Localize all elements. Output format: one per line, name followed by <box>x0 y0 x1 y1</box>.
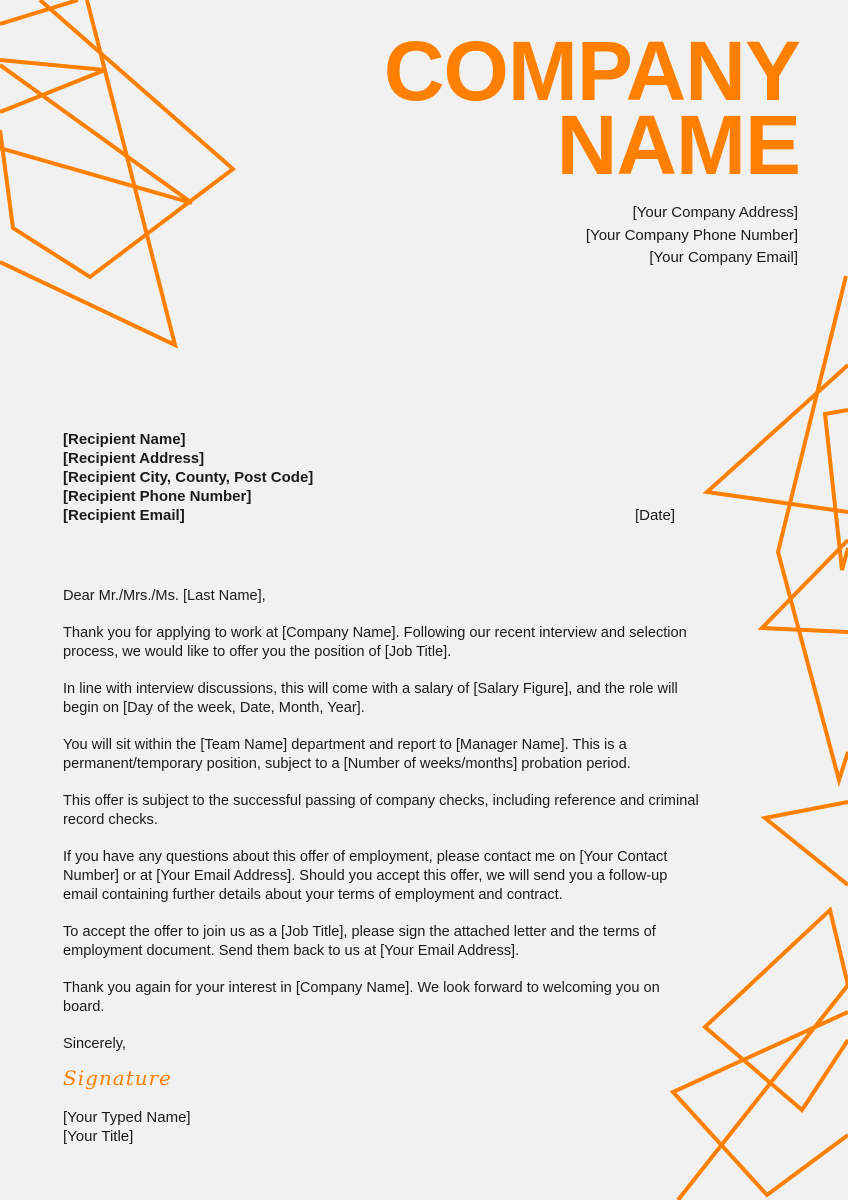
deco-line <box>0 60 105 112</box>
deco-line <box>0 148 192 203</box>
deco-line <box>0 65 192 203</box>
deco-line <box>705 910 848 1110</box>
letter-date: [Date] <box>634 507 675 524</box>
deco-line <box>765 802 848 885</box>
recipient-phone: [Recipient Phone Number] <box>63 488 252 505</box>
company-name <box>383 24 800 192</box>
typed-name: [Your Typed Name] <box>63 1109 191 1126</box>
company-contact-block <box>586 202 798 270</box>
salutation: Dear Mr./Mrs./Ms. [Last Name], <box>63 588 266 604</box>
sender-title: [Your Title] <box>63 1128 134 1145</box>
deco-line <box>0 0 233 277</box>
deco-line <box>762 540 848 632</box>
body-paragraph: Thank you for applying to work at [Company Name]. Following our recent interview and selection process, we would like to offer you the position of [Job Title]. <box>63 625 687 660</box>
body-paragraph: To accept the offer to join us as a [Job Title], please sign the attached letter and the terms of employment document. Send them back to us at [Your Email Address]. <box>63 924 656 959</box>
recipient-block <box>63 430 313 525</box>
recipient-city: [Recipient City, County, Post Code] <box>63 469 314 486</box>
body-paragraph: You will sit within the [Team Name] department and report to [Manager Name]. This is a permanent/temporary position, subject to a [Number of weeks/months] probation period. <box>63 737 631 772</box>
company-name-line1: COMPANY <box>383 24 800 118</box>
company-phone: [Your Company Phone Number] <box>585 226 798 244</box>
deco-line <box>0 0 175 345</box>
recipient-name: [Recipient Name] <box>63 431 186 448</box>
signature: Signature <box>63 1066 173 1090</box>
deco-line <box>678 985 848 1200</box>
body-paragraph: In line with interview discussions, this will come with a salary of [Salary Figure], and the role will begin on [Day of the week, Date, Month, Year]. <box>63 681 678 716</box>
sign-off-block <box>63 1108 191 1146</box>
deco-line <box>707 365 848 512</box>
body-paragraph: This offer is subject to the successful passing of company checks, including reference and criminal record checks. <box>63 793 699 828</box>
deco-line <box>778 276 848 780</box>
deco-line <box>825 410 848 570</box>
body-paragraph: Thank you again for your interest in [Company Name]. We look forward to welcoming you on board. <box>63 980 660 1015</box>
company-name-line2: NAME <box>556 98 800 192</box>
closing: Sincerely, <box>63 1036 126 1052</box>
letter-body <box>63 587 703 1054</box>
recipient-email: [Recipient Email] <box>63 507 185 524</box>
deco-line <box>0 0 78 24</box>
company-address: [Your Company Address] <box>632 204 798 221</box>
body-paragraph: If you have any questions about this offer of employment, please contact me on [Your Contact Number] or at [Your Email Address]. Should you accept this offer, we will send you a follow-up email containing further details about your terms of employment and contract. <box>63 849 668 903</box>
company-email: [Your Company Email] <box>649 249 798 266</box>
recipient-address: [Recipient Address] <box>63 450 205 467</box>
